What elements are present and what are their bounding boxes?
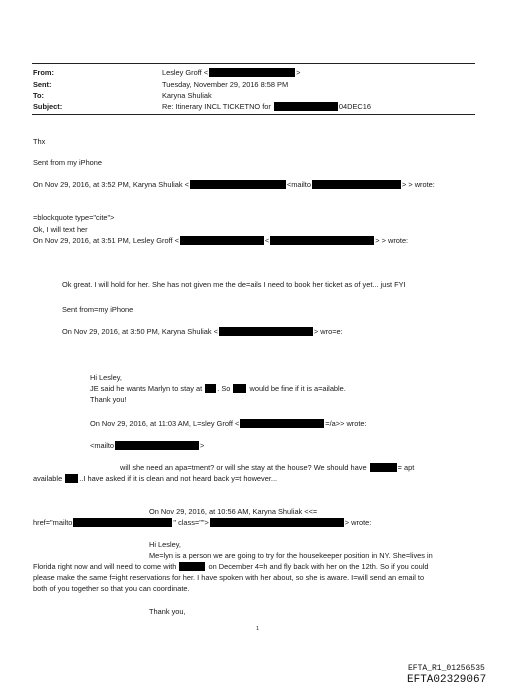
available-end: ..I have asked if it is clean and not heard back y=t however... [79, 474, 278, 483]
thank-you-1: Thank you! [90, 395, 127, 404]
sent-label: Sent: [33, 80, 52, 89]
href-mid: " class=""> [173, 518, 209, 527]
apartment-start: will she need an apa=tment? or will she stay at the house? We should have [120, 463, 367, 472]
efta-id-large: EFTA02329067 [407, 674, 487, 686]
quote-header-4 [90, 419, 367, 428]
redaction-box [190, 180, 286, 189]
marlyn-2-end: on December 4=h and fly back with her on the 12th. So if you could [208, 562, 429, 571]
redaction-box [312, 180, 401, 189]
header-bottom-rule [32, 114, 475, 115]
available-start: available [33, 474, 63, 483]
sent-from-iphone-1: Sent from my iPhone [33, 158, 103, 167]
quote-header-3-start: On Nov 29, 2016, at 3:50 PM, Karyna Shuliak < [62, 327, 218, 336]
je-mid: . So [217, 384, 231, 393]
redaction-box [179, 562, 205, 571]
quote-header-2-start: On Nov 29, 2016, at 3:51 PM, Lesley Groff < [33, 236, 179, 245]
redaction-box [240, 419, 324, 428]
thank-you-2: Thank you, [149, 607, 186, 616]
quote-header-2-mid: < [264, 236, 270, 245]
quote-header-3-end: > wro=e: [313, 327, 343, 336]
redaction-box [270, 236, 374, 245]
subject-value [162, 102, 371, 111]
to-label: To: [33, 91, 44, 100]
efta-id-small: EFTA_R1_01256535 [408, 664, 485, 673]
quote-header-1-start: On Nov 29, 2016, at 3:52 PM, Karyna Shuliak < [33, 180, 189, 189]
mailto-start: <mailto [90, 441, 115, 450]
redaction-box [65, 474, 78, 483]
from-name: Lesley Groff < [162, 68, 209, 77]
quote-header-4-start: On Nov 29, 2016, at 11:03 AM, L=sley Groff < [90, 419, 240, 428]
hi-lesley-2: Hi Lesley, [149, 540, 181, 549]
href-end: > wrote: [344, 518, 372, 527]
apartment-line [120, 463, 414, 472]
quote-header-1 [33, 180, 435, 189]
from-label: From: [33, 68, 54, 77]
quote-header-2-end: > > wrote: [375, 236, 409, 245]
marlyn-line-1: Me=lyn is a person we are going to try for the housekeeper position in NY. She=lives in [149, 551, 433, 560]
hi-lesley-1: Hi Lesley, [90, 373, 122, 382]
header-top-rule [32, 63, 475, 64]
to-value: Karyna Shuliak [162, 91, 212, 100]
redaction-box [209, 68, 295, 77]
quote-header-4-end: =/a>> wrote: [325, 419, 367, 428]
href-start: href="mailto [33, 518, 73, 527]
redaction-box [73, 518, 172, 527]
redaction-box [233, 384, 246, 393]
subject-label: Subject: [33, 102, 63, 111]
redaction-box [219, 327, 313, 336]
mailto-line [90, 441, 204, 450]
je-wants-line [90, 384, 346, 393]
je-end: would be fine if it is a=ailable. [249, 384, 346, 393]
mailto-end: > [200, 441, 205, 450]
from-value [162, 68, 300, 77]
blockquote-text: =blockquote type="cite"> [33, 213, 115, 222]
quote-header-5: On Nov 29, 2016, at 10:56 AM, Karyna Shuliak <<= [149, 507, 318, 516]
marlyn-line-3: please make the same f=ight reservations for her. I have spoken with her about, so she is aware. I=will send an email to [33, 573, 425, 582]
href-line [33, 518, 371, 527]
redaction-box [210, 518, 344, 527]
redaction-box [370, 463, 397, 472]
from-end: > [296, 68, 301, 77]
je-start: JE said he wants Marlyn to stay at [90, 384, 203, 393]
redaction-box [115, 441, 199, 450]
will-text-her: Ok, I will text her [33, 225, 88, 234]
available-line [33, 474, 277, 483]
marlyn-line-2 [33, 562, 429, 571]
redaction-box [205, 384, 216, 393]
subject-code: 04DEC16 [338, 102, 371, 111]
quote-header-3 [62, 327, 343, 336]
redaction-box [274, 102, 338, 111]
redaction-box [180, 236, 264, 245]
page-number: 1 [256, 626, 260, 632]
sent-from-iphone-2: Sent from=my iPhone [62, 305, 134, 314]
apartment-end: = apt [397, 463, 415, 472]
thx-text: Thx [33, 137, 46, 146]
marlyn-2-start: Florida right now and will need to come with [33, 562, 177, 571]
quote-header-1-end: > > wrote: [401, 180, 435, 189]
quote-header-2 [33, 236, 408, 245]
sent-value: Tuesday, November 29, 2016 8:58 PM [162, 80, 289, 89]
subject-prefix: Re: Itinerary INCL TICKETNO for [162, 102, 271, 111]
ok-great-text: Ok great. I will hold for her. She has not given me the de=ails I need to book her ticket as of yet... just FYI [62, 280, 406, 289]
quote-header-1-mailto: <mailto [286, 180, 311, 189]
marlyn-line-4: both of you together so that you can coordinate. [33, 584, 190, 593]
